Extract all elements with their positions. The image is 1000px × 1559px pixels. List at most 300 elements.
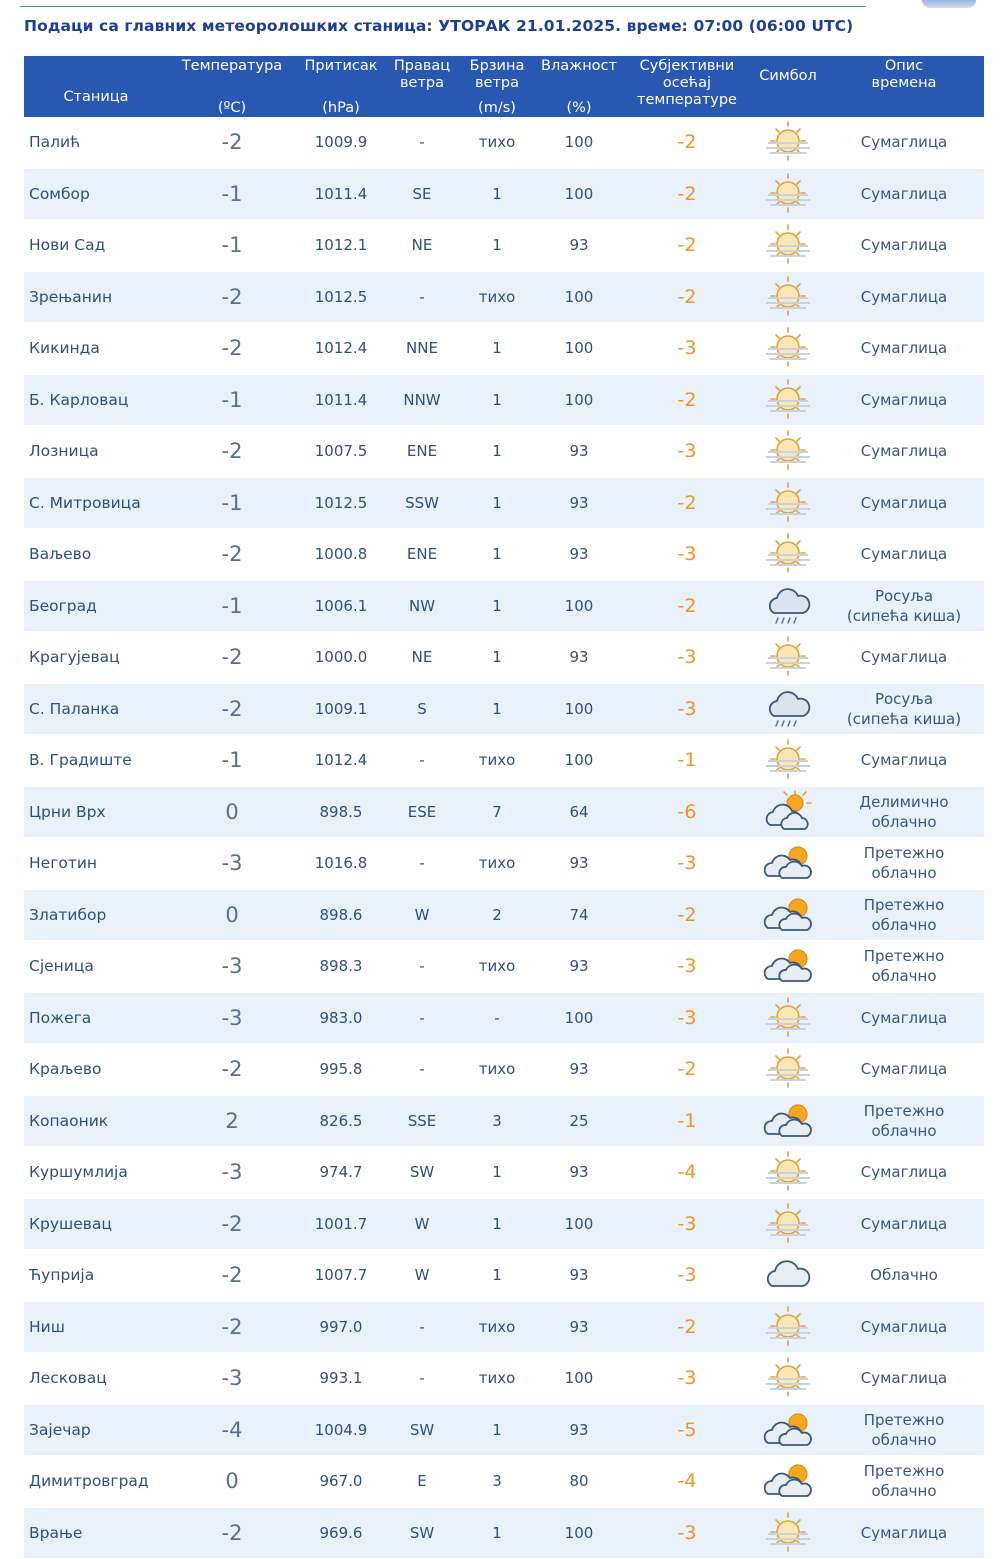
- wind-direction-value: SW: [386, 1508, 458, 1559]
- weather-description-line: облачно: [824, 1121, 984, 1141]
- station-name: Врање: [24, 1508, 168, 1559]
- weather-description-line: Сумаглица: [824, 390, 984, 410]
- weather-description: [824, 632, 984, 684]
- table-row: [24, 426, 984, 478]
- weather-description-line: Росуља: [824, 586, 984, 606]
- humidity-value: 93: [536, 941, 622, 993]
- feels-like-value: -2: [622, 478, 752, 530]
- table-row: [24, 838, 984, 890]
- temperature-value: -1: [168, 375, 296, 427]
- wind-speed-value: 1: [458, 1147, 536, 1199]
- weather-description-line: Сумаглица: [824, 544, 984, 564]
- weather-description: [824, 375, 984, 427]
- fog-icon: [752, 1046, 824, 1092]
- fog-icon: [752, 222, 824, 268]
- weather-description-line: Сумаглица: [824, 235, 984, 255]
- table-row: [24, 1353, 984, 1405]
- table-body: [24, 117, 984, 1559]
- weather-description-line: Претежно: [824, 843, 984, 863]
- station-name: Црни Врх: [24, 787, 168, 839]
- weather-description: [824, 735, 984, 787]
- weather-description: [824, 838, 984, 890]
- wind-speed-value: 1: [458, 220, 536, 272]
- feels-like-value: -3: [622, 993, 752, 1045]
- fog-icon: [752, 634, 824, 680]
- station-name: С. Митровица: [24, 478, 168, 530]
- feels-like-value: -2: [622, 1044, 752, 1096]
- table-row: [24, 1044, 984, 1096]
- temperature-value: -2: [168, 1508, 296, 1559]
- weather-symbol-cell: [752, 375, 824, 427]
- wind-speed-value: -: [458, 993, 536, 1045]
- wind-direction-value: W: [386, 1250, 458, 1302]
- humidity-value: 64: [536, 787, 622, 839]
- weather-description: [824, 993, 984, 1045]
- mostly-cloudy-icon: [752, 943, 824, 989]
- weather-description-line: Претежно: [824, 1101, 984, 1121]
- table-row: [24, 220, 984, 272]
- feels-like-value: -2: [622, 169, 752, 221]
- wind-direction-value: -: [386, 993, 458, 1045]
- fog-icon: [752, 1304, 824, 1350]
- weather-symbol-cell: [752, 993, 824, 1045]
- wind-direction-value: NE: [386, 632, 458, 684]
- wind-direction-value: SE: [386, 169, 458, 221]
- weather-symbol-cell: [752, 272, 824, 324]
- table-row: [24, 478, 984, 530]
- weather-description-line: Сумаглица: [824, 338, 984, 358]
- humidity-value: 100: [536, 375, 622, 427]
- weather-description: [824, 478, 984, 530]
- wind-speed-value: 1: [458, 478, 536, 530]
- feels-like-value: -3: [622, 632, 752, 684]
- humidity-value: 100: [536, 993, 622, 1045]
- pressure-value: 1012.4: [296, 735, 386, 787]
- weather-description-line: Сумаглица: [824, 1214, 984, 1234]
- feels-like-value: -5: [622, 1405, 752, 1457]
- pressure-value: 1009.1: [296, 684, 386, 736]
- feels-like-value: -3: [622, 529, 752, 581]
- weather-symbol-cell: [752, 1353, 824, 1405]
- mostly-cloudy-icon: [752, 1098, 824, 1144]
- weather-description-line: Делимично: [824, 792, 984, 812]
- station-name: Палић: [24, 117, 168, 169]
- table-row: [24, 581, 984, 633]
- header-wind-speed: Брзина ветра (m/s): [458, 56, 536, 117]
- weather-description: [824, 581, 984, 633]
- wind-direction-value: -: [386, 1353, 458, 1405]
- humidity-value: 100: [536, 323, 622, 375]
- table-row: [24, 1199, 984, 1251]
- weather-symbol-cell: [752, 1044, 824, 1096]
- pressure-value: 969.6: [296, 1508, 386, 1559]
- wind-speed-value: 1: [458, 529, 536, 581]
- wind-direction-value: ENE: [386, 529, 458, 581]
- weather-description-line: Претежно: [824, 895, 984, 915]
- weather-description-line: Сумаглица: [824, 132, 984, 152]
- weather-description-line: облачно: [824, 1481, 984, 1501]
- wind-direction-value: -: [386, 117, 458, 169]
- pressure-value: 1011.4: [296, 169, 386, 221]
- temperature-value: -2: [168, 323, 296, 375]
- humidity-value: 100: [536, 169, 622, 221]
- wind-direction-value: SW: [386, 1405, 458, 1457]
- fog-icon: [752, 428, 824, 474]
- fog-icon: [752, 1201, 824, 1247]
- wind-speed-value: 1: [458, 1250, 536, 1302]
- station-name: Крушевац: [24, 1199, 168, 1251]
- table-row: [24, 735, 984, 787]
- fog-icon: [752, 480, 824, 526]
- top-divider: [20, 6, 866, 7]
- feels-like-value: -4: [622, 1456, 752, 1508]
- station-name: Златибор: [24, 890, 168, 942]
- pressure-value: 898.6: [296, 890, 386, 942]
- weather-description-line: Сумаглица: [824, 1523, 984, 1543]
- wind-speed-value: тихо: [458, 941, 536, 993]
- station-name: Зрењанин: [24, 272, 168, 324]
- wind-direction-value: ESE: [386, 787, 458, 839]
- wind-speed-value: 7: [458, 787, 536, 839]
- temperature-value: -2: [168, 632, 296, 684]
- pressure-value: 826.5: [296, 1096, 386, 1148]
- station-name: Б. Карловац: [24, 375, 168, 427]
- pressure-value: 898.3: [296, 941, 386, 993]
- weather-description: [824, 220, 984, 272]
- wind-speed-value: 1: [458, 581, 536, 633]
- wind-speed-value: 1: [458, 1199, 536, 1251]
- weather-description-line: Сумаглица: [824, 287, 984, 307]
- fog-icon: [752, 1149, 824, 1195]
- weather-description: [824, 1199, 984, 1251]
- weather-description: [824, 684, 984, 736]
- wind-direction-value: NNE: [386, 323, 458, 375]
- weather-description-line: Сумаглица: [824, 184, 984, 204]
- temperature-value: -3: [168, 1147, 296, 1199]
- weather-description-line: облачно: [824, 966, 984, 986]
- wind-speed-value: 1: [458, 426, 536, 478]
- weather-symbol-cell: [752, 941, 824, 993]
- header-feels-like: Субјективни осећај температуре: [622, 56, 752, 117]
- mostly-cloudy-icon: [752, 1458, 824, 1504]
- fog-icon: [752, 1510, 824, 1556]
- station-name: Ваљево: [24, 529, 168, 581]
- fog-icon: [752, 737, 824, 783]
- fog-icon: [752, 377, 824, 423]
- pressure-value: 967.0: [296, 1456, 386, 1508]
- table-row: [24, 993, 984, 1045]
- weather-symbol-cell: [752, 1405, 824, 1457]
- fog-icon: [752, 1355, 824, 1401]
- temperature-value: 0: [168, 1456, 296, 1508]
- station-name: С. Паланка: [24, 684, 168, 736]
- wind-speed-value: тихо: [458, 838, 536, 890]
- weather-description-line: Претежно: [824, 946, 984, 966]
- humidity-value: 25: [536, 1096, 622, 1148]
- wind-direction-value: ENE: [386, 426, 458, 478]
- temperature-value: -3: [168, 838, 296, 890]
- station-name: Неготин: [24, 838, 168, 890]
- header-temperature: Температура (ºC): [168, 56, 296, 117]
- station-name: Димитровград: [24, 1456, 168, 1508]
- weather-symbol-cell: [752, 890, 824, 942]
- weather-description-line: Сумаглица: [824, 1162, 984, 1182]
- humidity-value: 100: [536, 272, 622, 324]
- table-row: [24, 529, 984, 581]
- wind-speed-value: 1: [458, 1405, 536, 1457]
- feels-like-value: -2: [622, 890, 752, 942]
- weather-symbol-cell: [752, 1096, 824, 1148]
- humidity-value: 100: [536, 1508, 622, 1559]
- station-name: Кикинда: [24, 323, 168, 375]
- temperature-value: -1: [168, 169, 296, 221]
- humidity-value: 93: [536, 1250, 622, 1302]
- page-title: Подаци са главних метеоролошких станица: УТОРАК 21.01.2025. време: 07:00 (06:00 UTC): [24, 17, 853, 35]
- pressure-value: 1012.5: [296, 478, 386, 530]
- feels-like-value: -6: [622, 787, 752, 839]
- wind-direction-value: -: [386, 735, 458, 787]
- weather-symbol-cell: [752, 1250, 824, 1302]
- pressure-value: 1012.5: [296, 272, 386, 324]
- pressure-value: 1006.1: [296, 581, 386, 633]
- temperature-value: -2: [168, 272, 296, 324]
- weather-description-line: Сумаглица: [824, 441, 984, 461]
- weather-symbol-cell: [752, 787, 824, 839]
- feels-like-value: -3: [622, 323, 752, 375]
- weather-description: [824, 787, 984, 839]
- temperature-value: -4: [168, 1405, 296, 1457]
- weather-symbol-cell: [752, 426, 824, 478]
- table-row: [24, 1302, 984, 1354]
- weather-symbol-cell: [752, 529, 824, 581]
- table-row: [24, 1405, 984, 1457]
- mostly-cloudy-icon: [752, 892, 824, 938]
- logo: [922, 0, 976, 8]
- temperature-value: -3: [168, 941, 296, 993]
- temperature-value: 0: [168, 787, 296, 839]
- feels-like-value: -3: [622, 1250, 752, 1302]
- wind-speed-value: 1: [458, 169, 536, 221]
- feels-like-value: -3: [622, 1508, 752, 1559]
- weather-description: [824, 890, 984, 942]
- weather-description: [824, 1096, 984, 1148]
- wind-speed-value: тихо: [458, 1044, 536, 1096]
- wind-speed-value: тихо: [458, 272, 536, 324]
- weather-symbol-cell: [752, 117, 824, 169]
- weather-symbol-cell: [752, 169, 824, 221]
- station-name: Крагујевац: [24, 632, 168, 684]
- weather-symbol-cell: [752, 632, 824, 684]
- weather-description-line: облачно: [824, 812, 984, 832]
- wind-speed-value: 1: [458, 323, 536, 375]
- temperature-value: -2: [168, 117, 296, 169]
- pressure-value: 1012.4: [296, 323, 386, 375]
- weather-symbol-cell: [752, 1147, 824, 1199]
- weather-description: [824, 1044, 984, 1096]
- feels-like-value: -2: [622, 375, 752, 427]
- wind-direction-value: NNW: [386, 375, 458, 427]
- weather-description: [824, 323, 984, 375]
- station-name: Куршумлија: [24, 1147, 168, 1199]
- temperature-value: -1: [168, 581, 296, 633]
- pressure-value: 1000.0: [296, 632, 386, 684]
- weather-description: [824, 1250, 984, 1302]
- temperature-value: -2: [168, 1250, 296, 1302]
- station-name: Лозница: [24, 426, 168, 478]
- pressure-value: 1016.8: [296, 838, 386, 890]
- humidity-value: 93: [536, 478, 622, 530]
- pressure-value: 898.5: [296, 787, 386, 839]
- table-row: [24, 375, 984, 427]
- temperature-value: -2: [168, 1199, 296, 1251]
- weather-description: [824, 1147, 984, 1199]
- weather-description: [824, 1405, 984, 1457]
- weather-description-line: Росуља: [824, 689, 984, 709]
- station-name: Ниш: [24, 1302, 168, 1354]
- weather-description: [824, 169, 984, 221]
- station-name: В. Градиште: [24, 735, 168, 787]
- feels-like-value: -2: [622, 117, 752, 169]
- wind-speed-value: 3: [458, 1456, 536, 1508]
- fog-icon: [752, 119, 824, 165]
- feels-like-value: -1: [622, 1096, 752, 1148]
- weather-description: [824, 941, 984, 993]
- pressure-value: 1007.7: [296, 1250, 386, 1302]
- wind-direction-value: SSW: [386, 478, 458, 530]
- table-row: [24, 1456, 984, 1508]
- temperature-value: -1: [168, 478, 296, 530]
- pressure-value: 993.1: [296, 1353, 386, 1405]
- station-name: Нови Сад: [24, 220, 168, 272]
- weather-description-line: (сипећа киша): [824, 709, 984, 729]
- humidity-value: 74: [536, 890, 622, 942]
- weather-description: [824, 272, 984, 324]
- wind-speed-value: 3: [458, 1096, 536, 1148]
- pressure-value: 974.7: [296, 1147, 386, 1199]
- feels-like-value: -3: [622, 684, 752, 736]
- weather-description-line: облачно: [824, 1430, 984, 1450]
- pressure-value: 983.0: [296, 993, 386, 1045]
- weather-description: [824, 1508, 984, 1559]
- temperature-value: -1: [168, 735, 296, 787]
- wind-direction-value: W: [386, 1199, 458, 1251]
- header-station: Станица: [24, 56, 168, 117]
- partly-cloudy-icon: [752, 789, 824, 835]
- header-wind-direction: Правац ветра: [386, 56, 458, 117]
- weather-description-line: Сумаглица: [824, 1368, 984, 1388]
- weather-symbol-cell: [752, 684, 824, 736]
- header-symbol: Симбол: [752, 56, 824, 117]
- table-row: [24, 1096, 984, 1148]
- weather-symbol-cell: [752, 323, 824, 375]
- station-name: Зајечар: [24, 1405, 168, 1457]
- humidity-value: 80: [536, 1456, 622, 1508]
- pressure-value: 995.8: [296, 1044, 386, 1096]
- fog-icon: [752, 325, 824, 371]
- weather-description-line: облачно: [824, 915, 984, 935]
- humidity-value: 93: [536, 632, 622, 684]
- fog-icon: [752, 274, 824, 320]
- table-row: [24, 941, 984, 993]
- weather-description-line: Облачно: [824, 1265, 984, 1285]
- pressure-value: 1001.7: [296, 1199, 386, 1251]
- cloudy-icon: [752, 1252, 824, 1298]
- humidity-value: 93: [536, 1147, 622, 1199]
- pressure-value: 1000.8: [296, 529, 386, 581]
- wind-direction-value: -: [386, 272, 458, 324]
- humidity-value: 100: [536, 1353, 622, 1405]
- wind-direction-value: -: [386, 1044, 458, 1096]
- table-row: [24, 323, 984, 375]
- temperature-value: -2: [168, 684, 296, 736]
- weather-symbol-cell: [752, 478, 824, 530]
- table-row: [24, 272, 984, 324]
- weather-description-line: (сипећа киша): [824, 606, 984, 626]
- wind-direction-value: S: [386, 684, 458, 736]
- header-humidity: Влажност (%): [536, 56, 622, 117]
- station-name: Лесковац: [24, 1353, 168, 1405]
- temperature-value: -2: [168, 426, 296, 478]
- pressure-value: 1007.5: [296, 426, 386, 478]
- table-row: [24, 787, 984, 839]
- weather-description: [824, 426, 984, 478]
- feels-like-value: -3: [622, 941, 752, 993]
- station-name: Ћуприја: [24, 1250, 168, 1302]
- wind-direction-value: -: [386, 838, 458, 890]
- temperature-value: -2: [168, 529, 296, 581]
- table-row: [24, 890, 984, 942]
- weather-description: [824, 1302, 984, 1354]
- feels-like-value: -2: [622, 581, 752, 633]
- wind-direction-value: NE: [386, 220, 458, 272]
- feels-like-value: -2: [622, 220, 752, 272]
- header-description: Опис времена: [824, 56, 984, 117]
- table-row: [24, 1250, 984, 1302]
- fog-icon: [752, 531, 824, 577]
- station-name: Копаоник: [24, 1096, 168, 1148]
- feels-like-value: -4: [622, 1147, 752, 1199]
- feels-like-value: -3: [622, 1199, 752, 1251]
- table-row: [24, 1508, 984, 1559]
- table-row: [24, 632, 984, 684]
- weather-description-line: Сумаглица: [824, 1059, 984, 1079]
- weather-description: [824, 1353, 984, 1405]
- table-row: [24, 684, 984, 736]
- feels-like-value: -2: [622, 272, 752, 324]
- temperature-value: -3: [168, 1353, 296, 1405]
- weather-description-line: Сумаглица: [824, 493, 984, 513]
- temperature-value: 0: [168, 890, 296, 942]
- wind-speed-value: тихо: [458, 1302, 536, 1354]
- pressure-value: 1004.9: [296, 1405, 386, 1457]
- wind-direction-value: SSE: [386, 1096, 458, 1148]
- station-name: Сомбор: [24, 169, 168, 221]
- weather-description-line: облачно: [824, 863, 984, 883]
- wind-speed-value: 2: [458, 890, 536, 942]
- humidity-value: 100: [536, 117, 622, 169]
- humidity-value: 93: [536, 1405, 622, 1457]
- drizzle-icon: [752, 583, 824, 629]
- table-row: [24, 169, 984, 221]
- humidity-value: 93: [536, 1302, 622, 1354]
- wind-speed-value: 1: [458, 684, 536, 736]
- wind-direction-value: -: [386, 941, 458, 993]
- weather-description-line: Сумаглица: [824, 1317, 984, 1337]
- weather-description-line: Сумаглица: [824, 1008, 984, 1028]
- wind-direction-value: W: [386, 890, 458, 942]
- temperature-value: -2: [168, 1302, 296, 1354]
- weather-symbol-cell: [752, 735, 824, 787]
